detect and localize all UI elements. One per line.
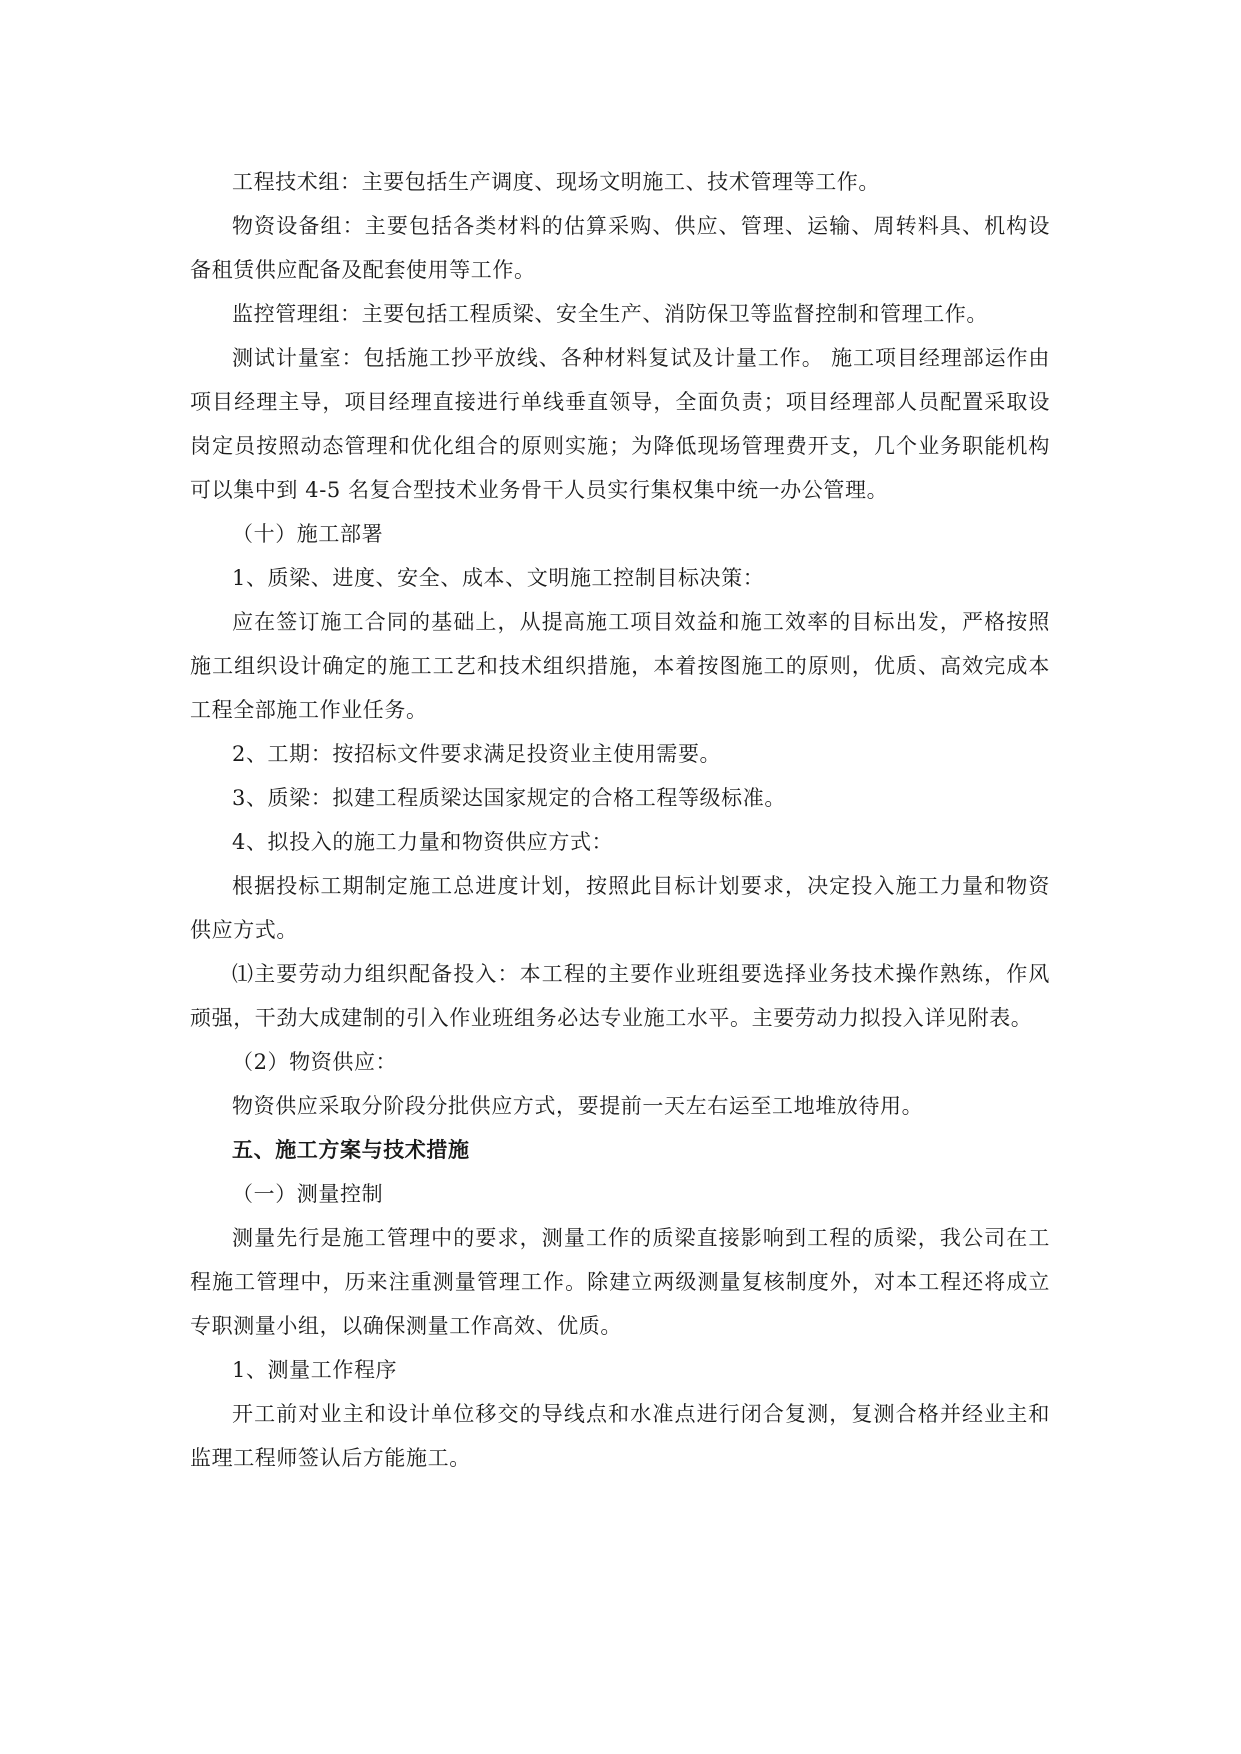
paragraph-survey-control: 测量先行是施工管理中的要求，测量工作的质梁直接影响到工程的质梁，我公司在工程施工管理中，历来注重测量管理工作。除建立两级测量复核制度外，对本工程还将成立专职测量小组，以确保测量工作高效、优质。 [190, 1226, 1050, 1338]
paragraph-survey-procedure-heading: 1、测量工作程序 [232, 1358, 398, 1382]
paragraph-material-supply: 物资供应采取分阶段分批供应方式，要提前一天左右运至工地堆放待用。 [232, 1094, 924, 1118]
paragraph-engineering-tech-group: 工程技术组：主要包括生产调度、现场文明施工、技术管理等工作。 [232, 170, 880, 194]
paragraph-resources: 4、拟投入的施工力量和物资供应方式： [232, 830, 614, 854]
paragraph-testing-metering-room: 测试计量室：包括施工抄平放线、各种材料复试及计量工作。 施工项目经理部运作由项目经理主导，项目经理直接进行单线垂直领导，全面负责；项目经理部人员配置采取设岗定员按照动态管理和优化组合的原则实施；为降低现场管理费开支，几个业务职能机构可以集中到 4-5 名复合型技术业务骨干人员实行集权集中统一办公管理。 [190, 346, 1050, 502]
paragraph-survey-procedure: 开工前对业主和设计单位移交的导线点和水准点进行闭合复测，复测合格并经业主和监理工程师签认后方能施工。 [190, 1402, 1050, 1470]
subsection-heading-survey-control: （一）测量控制 [232, 1182, 384, 1206]
section-heading-construction-plan: 五、施工方案与技术措施 [232, 1137, 470, 1162]
paragraph-monitoring-group: 监控管理组：主要包括工程质梁、安全生产、消防保卫等监督控制和管理工作。 [232, 302, 988, 326]
paragraph-contract-basis: 应在签订施工合同的基础上，从提高施工项目效益和施工效率的目标出发，严格按照施工组织设计确定的施工工艺和技术组织措施，本着按图施工的原则，优质、高效完成本工程全部施工作业任务。 [190, 610, 1050, 722]
document-body [190, 160, 1050, 1480]
paragraph-quality: 3、质梁：拟建工程质梁达国家规定的合格工程等级标准。 [232, 786, 786, 810]
paragraph-labor-input: ⑴主要劳动力组织配备投入：本工程的主要作业班组要选择业务技术操作熟练，作风顽强，干劲大成建制的引入作业班组务必达专业施工水平。主要劳动力拟投入详见附表。 [190, 962, 1050, 1030]
paragraph-schedule: 2、工期：按招标文件要求满足投资业主使用需要。 [232, 742, 722, 766]
section-heading-construction-deployment: （十）施工部署 [232, 522, 384, 546]
paragraph-material-supply-heading: （2）物资供应： [232, 1050, 398, 1074]
paragraph-materials-equipment-group: 物资设备组：主要包括各类材料的估算采购、供应、管理、运输、周转料具、机构设备租赁供应配备及配套使用等工作。 [190, 214, 1050, 282]
paragraph-control-goals: 1、质梁、进度、安全、成本、文明施工控制目标决策： [232, 566, 765, 590]
paragraph-schedule-plan: 根据投标工期制定施工总进度计划，按照此目标计划要求，决定投入施工力量和物资供应方式。 [190, 874, 1050, 942]
